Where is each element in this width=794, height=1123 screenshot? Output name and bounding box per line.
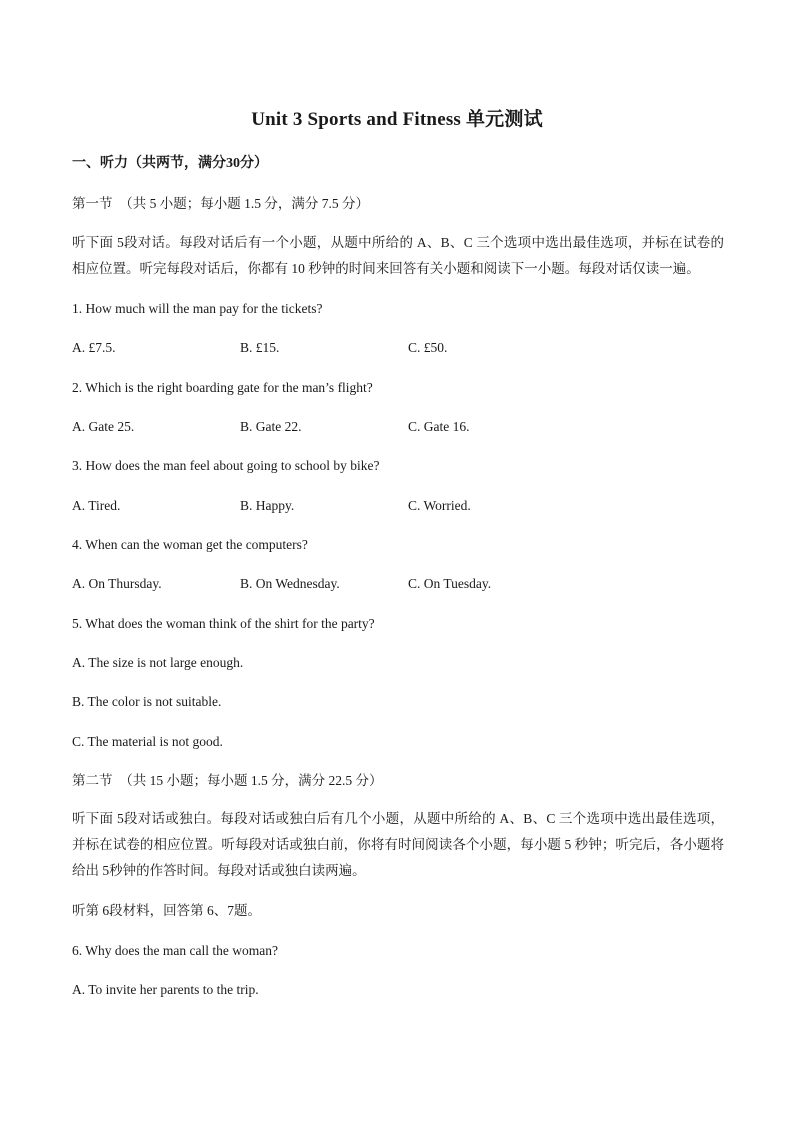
question-6-text: 6. Why does the man call the woman? [72, 943, 278, 958]
material-6-instruction: 听第 6段材料，回答第 6、7题。 [72, 903, 261, 918]
question-2-option-b: B. Gate 22. [240, 419, 302, 434]
question-5-text: 5. What does the woman think of the shirt for the party? [72, 616, 375, 631]
question-2-option-a: A. Gate 25. [72, 419, 135, 434]
question-1-option-a: A. £7.5. [72, 340, 116, 355]
question-4-text: 4. When can the woman get the computers? [72, 537, 308, 552]
question-1-text: 1. How much will the man pay for the tickets? [72, 301, 323, 316]
question-3-option-a: A. Tired. [72, 498, 121, 513]
question-3-option-c: C. Worried. [408, 498, 471, 513]
question-6-option-a: A. To invite her parents to the trip. [72, 982, 259, 997]
question-5-option-b: B. The color is not suitable. [72, 694, 222, 709]
part1-instructions: 听下面 5段对话。每段对话后有一个小题，从题中所给的 A、B、C 三个选项中选出最佳选项，并标在试卷的相应位置。听完每段对话后，你都有 10 秒钟的时间来回答有关小题和阅读下一小题。每段对话仅读一遍。 [72, 235, 724, 276]
part2-instructions: 听下面 5段对话或独白。每段对话或独白后有几个小题，从题中所给的 A、B、C 三个选项中选出最佳选项，并标在试卷的相应位置。听每段对话或独白前，你将有时间阅读各个小题，每小题 5 秒钟；听完后，各小题将给出 5秒钟的作答时间。每段对话或独白读两遍。 [72, 811, 724, 878]
part2-label: 第二节 （共 15 小题；每小题 1.5 分，满分 22.5 分） [72, 773, 383, 788]
section-heading-listening: 一、听力（共两节，满分30分） [72, 156, 268, 171]
question-1-option-c: C. £50. [408, 340, 448, 355]
question-2-option-c: C. Gate 16. [408, 419, 470, 434]
page-title: Unit 3 Sports and Fitness 单元测试 [251, 109, 543, 130]
question-5-option-a: A. The size is not large enough. [72, 655, 244, 670]
question-4-option-b: B. On Wednesday. [240, 576, 340, 591]
question-3-option-b: B. Happy. [240, 498, 295, 513]
question-1-option-b: B. £15. [240, 340, 280, 355]
question-3-text: 3. How does the man feel about going to school by bike? [72, 458, 380, 473]
question-4-option-a: A. On Thursday. [72, 576, 162, 591]
part1-label: 第一节 （共 5 小题；每小题 1.5 分，满分 7.5 分） [72, 196, 369, 211]
question-2-text: 2. Which is the right boarding gate for the man’s flight? [72, 380, 373, 395]
question-5-option-c: C. The material is not good. [72, 734, 223, 749]
question-4-option-c: C. On Tuesday. [408, 576, 492, 591]
